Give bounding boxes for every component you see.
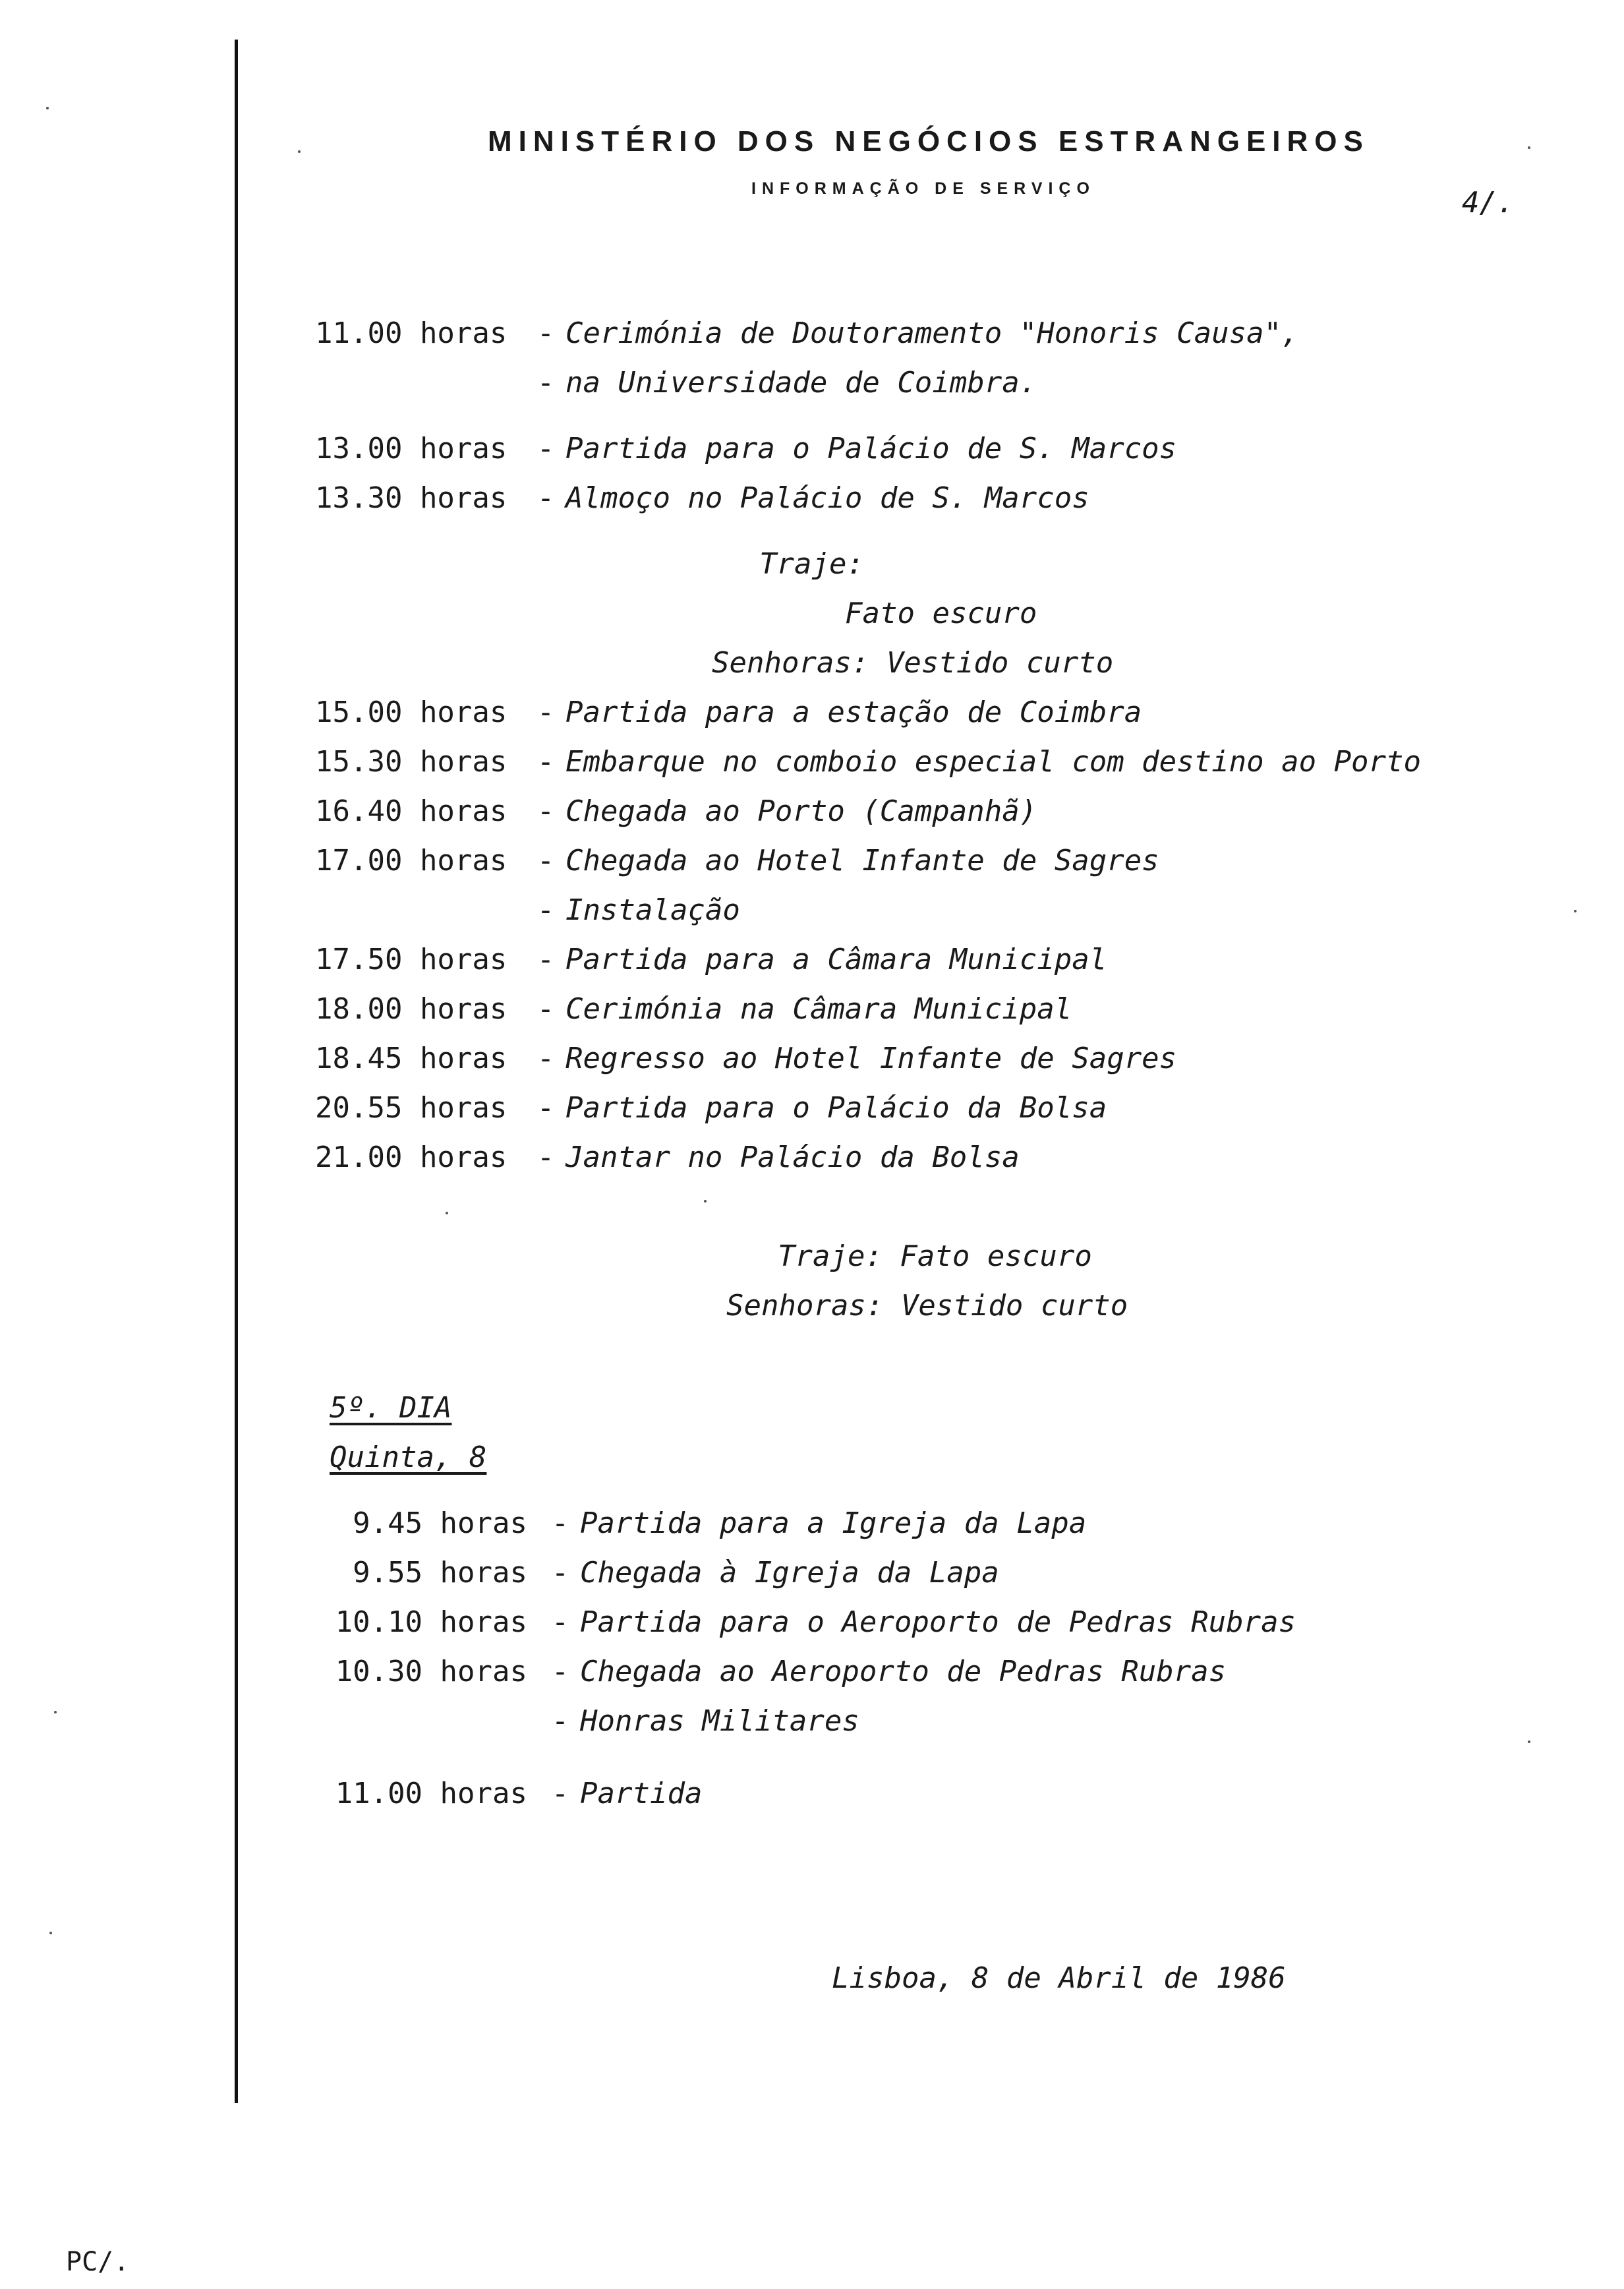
schedule-event: Partida para a Câmara Municipal [566, 943, 1107, 976]
schedule-event: Partida para o Aeroporto de Pedras Rubras [580, 1605, 1296, 1639]
dress-code-2-line2: Senhoras: Vestido curto [726, 1289, 1128, 1323]
dress-code-label: Traje: [759, 547, 864, 581]
schedule-event: na Universidade de Coimbra. [566, 366, 1037, 400]
schedule-row [330, 1777, 702, 1810]
scan-speck [446, 1212, 448, 1214]
schedule-time: 16.40 horas [315, 794, 508, 828]
schedule-dash: - [536, 992, 555, 1026]
schedule-event: Jantar no Palácio da Bolsa [566, 1141, 1020, 1174]
schedule-time: 11.00 horas [315, 316, 508, 350]
schedule-time: 13.30 horas [315, 481, 508, 515]
dress-code-2-line1: Traje: Fato escuro [778, 1239, 1092, 1273]
schedule-dash: - [536, 481, 555, 515]
schedule-dash: - [551, 1556, 569, 1590]
schedule-row [315, 943, 1107, 976]
schedule-row [315, 794, 1037, 828]
schedule-time: 11.00 horas [335, 1777, 527, 1810]
schedule-time: 17.50 horas [315, 943, 508, 976]
schedule-row [315, 992, 1072, 1026]
schedule-event: Partida [580, 1777, 703, 1810]
schedule-dash: - [551, 1655, 569, 1688]
schedule-time [315, 366, 526, 400]
schedule-row [315, 1042, 1176, 1075]
scan-speck [298, 150, 301, 153]
schedule-row [330, 1556, 999, 1590]
schedule-dash: - [536, 366, 555, 400]
schedule-row [315, 432, 1176, 465]
schedule-time: 20.55 horas [315, 1091, 508, 1125]
schedule-event: Cerimónia de Doutoramento "Honoris Causa", [566, 316, 1299, 350]
schedule-event: Partida para o Palácio da Bolsa [566, 1091, 1107, 1125]
schedule-event: Chegada ao Aeroporto de Pedras Rubras [580, 1655, 1227, 1688]
schedule-row [315, 1141, 1020, 1174]
dress-code-item: Fato escuro [845, 597, 1037, 630]
schedule-time: 13.00 horas [315, 432, 508, 465]
schedule-event: Chegada ao Porto (Campanhã) [566, 794, 1037, 828]
schedule-dash: - [536, 893, 555, 927]
schedule-event: Partida para a estação de Coimbra [566, 696, 1142, 729]
schedule-dash: - [551, 1704, 569, 1738]
schedule-dash: - [536, 316, 555, 350]
schedule-time: 9.45 horas [353, 1506, 527, 1540]
schedule-time: 17.00 horas [315, 844, 508, 877]
schedule-event: Chegada ao Hotel Infante de Sagres [566, 844, 1159, 877]
schedule-dash: - [536, 432, 555, 465]
ministry-header: MINISTÉRIO DOS NEGÓCIOS ESTRANGEIROS [488, 125, 1370, 158]
scan-speck [54, 1711, 57, 1713]
dress-code-ladies: Senhoras: Vestido curto [712, 646, 1114, 680]
page-number: 4/. [1462, 186, 1515, 220]
place-date: Lisboa, 8 de Abril de 1986 [832, 1961, 1286, 1995]
schedule-row [315, 893, 740, 927]
schedule-time: 21.00 horas [315, 1141, 508, 1174]
schedule-dash: - [551, 1506, 569, 1540]
schedule-time [330, 1704, 540, 1738]
schedule-event: Instalação [566, 893, 740, 927]
schedule-dash: - [536, 943, 555, 976]
scan-speck [1528, 1740, 1530, 1743]
schedule-row [315, 844, 1159, 877]
schedule-time: 9.55 horas [353, 1556, 527, 1590]
schedule-time: 18.45 horas [315, 1042, 508, 1075]
schedule-event: Partida para o Palácio de S. Marcos [566, 432, 1177, 465]
schedule-time [315, 893, 526, 927]
schedule-dash: - [551, 1777, 569, 1810]
schedule-row [330, 1704, 859, 1738]
footer-initials: PC/. [66, 2247, 130, 2277]
schedule-dash: - [551, 1605, 569, 1639]
schedule-event: Honras Militares [580, 1704, 859, 1738]
scan-speck [1528, 146, 1530, 149]
service-info-subtitle: INFORMAÇÃO DE SERVIÇO [751, 179, 1095, 198]
day5-heading: 5º. DIA [330, 1391, 452, 1425]
schedule-row [330, 1605, 1296, 1639]
schedule-row [330, 1506, 1086, 1540]
schedule-event: Regresso ao Hotel Infante de Sagres [566, 1042, 1177, 1075]
schedule-event: Almoço no Palácio de S. Marcos [566, 481, 1089, 515]
schedule-event: Chegada à Igreja da Lapa [580, 1556, 999, 1590]
schedule-row [315, 366, 1037, 400]
schedule-time: 18.00 horas [315, 992, 508, 1026]
schedule-time: 10.30 horas [335, 1655, 527, 1688]
schedule-event: Partida para a Igreja da Lapa [580, 1506, 1087, 1540]
schedule-dash: - [536, 844, 555, 877]
schedule-row [315, 481, 1089, 515]
schedule-event: Embarque no comboio especial com destino ao Porto [566, 745, 1422, 779]
schedule-time: 15.30 horas [315, 745, 508, 779]
day5-date: Quinta, 8 [330, 1441, 487, 1474]
scan-speck [704, 1200, 707, 1203]
schedule-dash: - [536, 1042, 555, 1075]
schedule-dash: - [536, 745, 555, 779]
schedule-event: Cerimónia na Câmara Municipal [566, 992, 1072, 1026]
schedule-time: 15.00 horas [315, 696, 508, 729]
margin-rule [235, 40, 238, 2103]
schedule-dash: - [536, 794, 555, 828]
schedule-dash: - [536, 1141, 555, 1174]
scan-speck [49, 1932, 52, 1934]
schedule-row [330, 1655, 1226, 1688]
schedule-row [315, 316, 1299, 350]
schedule-row [315, 1091, 1107, 1125]
schedule-dash: - [536, 1091, 555, 1125]
schedule-row [315, 696, 1142, 729]
schedule-dash: - [536, 696, 555, 729]
scan-speck [46, 107, 49, 109]
schedule-row [315, 745, 1421, 779]
scan-speck [1574, 910, 1577, 912]
schedule-time: 10.10 horas [335, 1605, 527, 1639]
